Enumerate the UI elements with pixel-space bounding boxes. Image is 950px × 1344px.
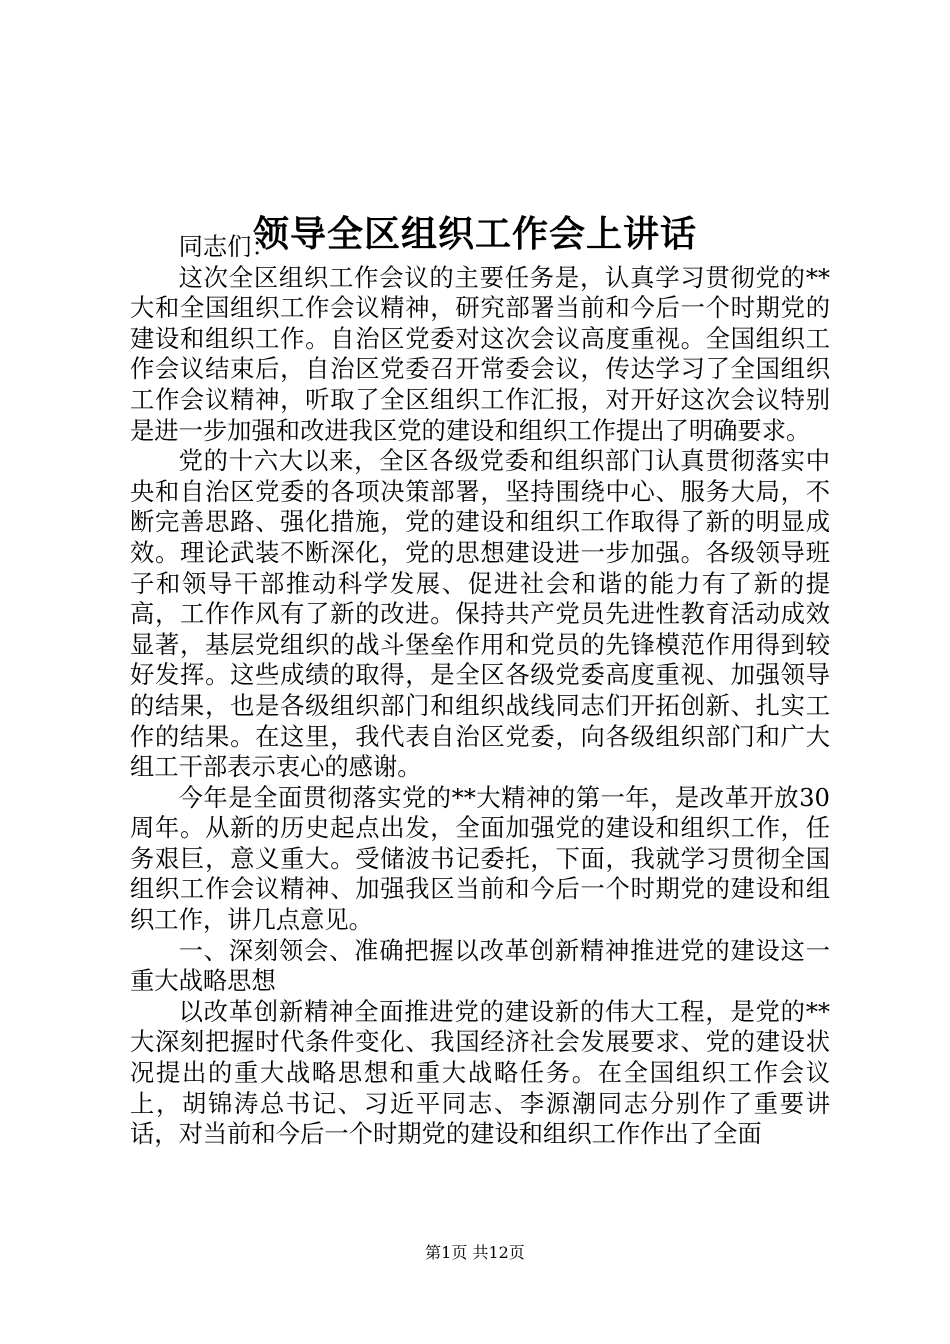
paragraph-4: 以改革创新精神全面推进党的建设新的伟大工程，是党的**大深刻把握时代条件变化、我国经济社会发展要求、党的建设状况提出的重大战略思想和重大战略任务。在全国组织工作会议上，胡锦涛总书记、习近平同志、李源潮同志分别作了重要讲话，对当前和今后一个时期党的建设和组织工作作出了全面 bbox=[130, 996, 830, 1149]
section-heading-1: 一、深刻领会、准确把握以改革创新精神推进党的建设这一重大战略思想 bbox=[130, 935, 830, 996]
paragraph-1: 这次全区组织工作会议的主要任务是，认真学习贯彻党的**大和全国组织工作会议精神，研究部署当前和今后一个时期党的建设和组织工作。自治区党委对这次会议高度重视。全国组织工作会议结束后，自治区党委召开常委会议，传达学习了全国组织工作会议精神，听取了全区组织工作汇报，对开好这次会议特别是进一步加强和改进我区党的建设和组织工作提出了明确要求。 bbox=[130, 262, 830, 445]
paragraph-2: 党的十六大以来，全区各级党委和组织部门认真贯彻落实中央和自治区党委的各项决策部署，坚持围绕中心、服务大局，不断完善思路、强化措施，党的建设和组织工作取得了新的明显成效。理论武装不断深化，党的思想建设进一步加强。各级领导班子和领导干部推动科学发展、促进社会和谐的能力有了新的提高，工作作风有了新的改进。保持共产党员先进性教育活动成效显著，基层党组织的战斗堡垒作用和党员的先锋模范作用得到较好发挥。这些成绩的取得，是全区各级党委高度重视、加强领导的结果，也是各级组织部门和组织战线同志们开拓创新、扎实工作的结果。在这里，我代表自治区党委，向各级组织部门和广大组工干部表示衷心的感谢。 bbox=[130, 446, 830, 782]
paragraph-3: 今年是全面贯彻落实党的**大精神的第一年，是改革开放30周年。从新的历史起点出发，全面加强党的建设和组织工作，任务艰巨，意义重大。受储波书记委托，下面，我就学习贯彻全国组织工作会议精神、加强我区当前和今后一个时期党的建设和组织工作，讲几点意见。 bbox=[130, 782, 830, 935]
page-number-footer: 第1页 共12页 bbox=[425, 1243, 525, 1262]
document-body bbox=[130, 232, 830, 1150]
document-title: 领导全区组织工作会上讲话 bbox=[252, 213, 697, 256]
salutation: 同志们： bbox=[178, 232, 276, 261]
